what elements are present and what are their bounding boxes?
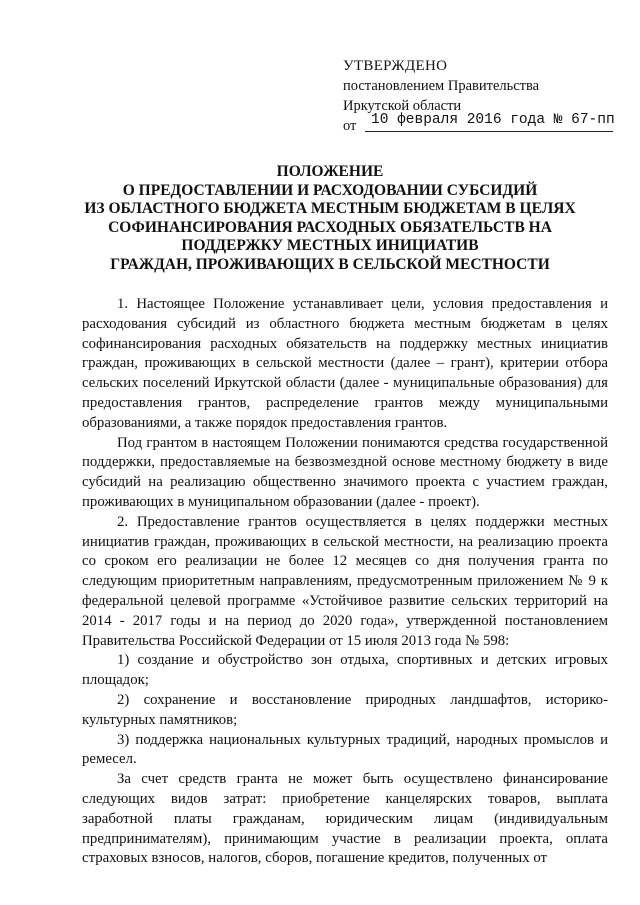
- paragraph-2-directions: 2. Предоставление грантов осуществляется в целях поддержки местных инициатив граждан, проживающих в сельской местности, на реализацию проекта со сроком его реализации не более 12 месяцев со дня получения гранта по следующим приоритетным направлениям, предусмотренным приложением № 9 к федеральной целевой программе «Устойчивое развитие сельских территорий на 2014 - 2017 годы и на период до 2020 года», утвержденной постановлением Правительства Российской Федерации от 15 июля 2013 года № 598:: [82, 513, 608, 649]
- paragraph-1-purpose: 1. Настоящее Положение устанавливает цели, условия предоставления и расходования субсидий из областного бюджета местным бюджетам в целях софинансирования расходных обязательств на поддержку местных инициатив граждан, проживающих в сельской местности (далее – грант), критерии отбора сельских поселений Иркутской области (далее - муниципальные образования) для предоставления грантов, распределение грантов между муниципальными образованиями, а также порядок предоставления грантов.: [82, 296, 608, 431]
- title-line: ИЗ ОБЛАСТНОГО БЮДЖЕТА МЕСТНЫМ БЮДЖЕТАМ В ЦЕЛЯХ: [84, 200, 576, 217]
- approval-line-region: Иркутской области: [343, 98, 462, 114]
- list-item-3: 3) поддержка национальных культурных традиций, народных промыслов и ремесел.: [82, 731, 608, 768]
- title-line: СОФИНАНСИРОВАНИЯ РАСХОДНЫХ ОБЯЗАТЕЛЬСТВ НА: [108, 218, 552, 236]
- approval-block: [343, 56, 633, 138]
- list-item-1: 1) создание и обустройство зон отдыха, спортивных и детских игровых площадок;: [82, 652, 608, 689]
- approval-heading: УТВЕРЖДЕНО: [343, 58, 448, 74]
- title-line: ПОДДЕРЖКУ МЕСТНЫХ ИНИЦИАТИВ: [181, 237, 479, 254]
- title-line: ПОЛОЖЕНИЕ: [276, 163, 384, 180]
- document-body: [82, 295, 608, 869]
- paragraph-excluded-costs: За счет средств гранта не может быть осуществлено финансирование следующих видов затрат: приобретение канцелярских товаров, выплата заработной платы гражданам, юридическим лицам (индивидуальным предпринимателям), принимающим участие в реализации проекта, оплата страховых взносов, налогов, сборов, погашение кредитов, полученных от: [82, 771, 608, 867]
- approval-line-government: постановлением Правительства: [343, 78, 540, 94]
- date-underline: [365, 131, 613, 132]
- approval-date-line: [343, 112, 633, 138]
- title-line: О ПРЕДОСТАВЛЕНИИ И РАСХОДОВАНИИ СУБСИДИЙ: [122, 181, 538, 199]
- list-item-2: 2) сохранение и восстановление природных ландшафтов, историко-культурных памятников;: [82, 691, 608, 728]
- decree-date-number: 10 февраля 2016 года № 67-пп: [371, 112, 615, 128]
- date-prefix: от: [343, 118, 357, 134]
- document-title: [60, 163, 600, 274]
- title-line: ГРАЖДАН, ПРОЖИВАЮЩИХ В СЕЛЬСКОЙ МЕСТНОСТИ: [110, 255, 550, 273]
- paragraph-grant-definition: Под грантом в настоящем Положении понимаются средства государственной поддержки, предоставляемые на безвозмездной основе местному бюджету в виде субсидий на реализацию общественно значимого проекта с участием граждан, проживающих в муниципальном образовании (далее - проект).: [82, 434, 608, 510]
